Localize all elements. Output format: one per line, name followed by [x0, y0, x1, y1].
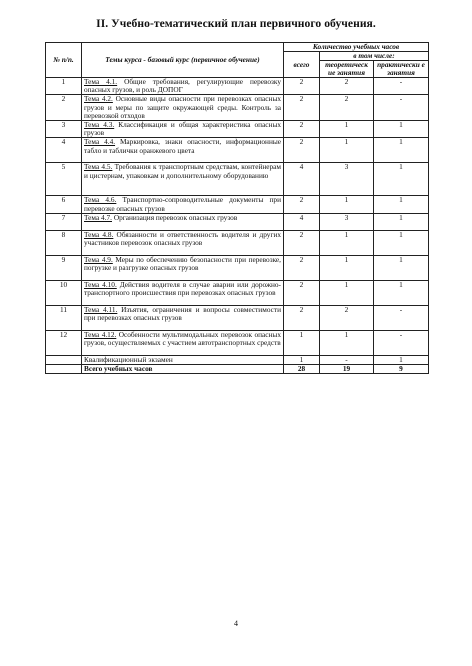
row-practice-hours: 1	[374, 355, 429, 364]
topic-link[interactable]: Тема 4.11.	[84, 304, 118, 314]
topic-text: Обязанности и ответственность водителя и других участников перевозок опасных грузов	[84, 229, 281, 248]
topic-link[interactable]: Тема 4.5.	[84, 162, 113, 172]
row-total-hours: 1	[284, 330, 320, 355]
topic-link[interactable]: Тема 4.3.	[84, 120, 115, 130]
topic-text: Требования к транспортным средствам, контейнерам и цистернам, упаковкам и дополнительному оборудованию	[84, 162, 281, 180]
table-row	[46, 196, 429, 213]
table-row	[46, 78, 429, 95]
row-number	[46, 365, 82, 374]
topic-link[interactable]: Тема 4.4.	[84, 137, 116, 147]
table-row	[46, 305, 429, 330]
row-number: 8	[46, 230, 82, 255]
header-including: в том числе:	[320, 52, 429, 61]
row-number: 5	[46, 163, 82, 196]
row-theory-hours: 19	[320, 365, 374, 374]
row-topic	[82, 78, 284, 95]
row-theory-hours: -	[320, 355, 374, 364]
row-practice-hours: -	[374, 78, 429, 95]
row-topic	[82, 330, 284, 355]
row-total-hours: 2	[284, 230, 320, 255]
row-topic	[82, 196, 284, 213]
topic-text: Маркировка, знаки опасности, информационные табло и таблички оранжевого цвета	[84, 137, 282, 155]
row-total-hours: 1	[284, 355, 320, 364]
page-title: II. Учебно-тематический план первичного обучения.	[96, 17, 376, 30]
topic-link[interactable]: Тема 4.1.	[84, 77, 118, 86]
row-topic	[82, 255, 284, 280]
row-theory-hours: 1	[320, 255, 374, 280]
table-row	[46, 280, 429, 305]
row-number: 7	[46, 213, 82, 230]
header-topic: Темы курса - базовый курс (первичное обучение)	[82, 43, 284, 78]
row-theory-hours: 3	[320, 163, 374, 196]
row-total-hours: 2	[284, 196, 320, 213]
table-row	[46, 255, 429, 280]
row-total-hours: 2	[284, 280, 320, 305]
row-topic	[82, 121, 284, 138]
row-practice-hours: 1	[374, 196, 429, 213]
row-number: 3	[46, 121, 82, 138]
header-practice: практически е занятия	[374, 61, 429, 78]
topic-text: Действия водителя в случае аварии или дорожно-транспортного происшествия при перевозках опасных грузов	[84, 279, 281, 298]
topic-text: Особенности мультимодальных перевозок опасных грузов, осуществляемых с участием автотранспортных средств	[84, 329, 281, 348]
table-row	[46, 330, 429, 355]
row-theory-hours: 1	[320, 280, 374, 305]
row-number: 9	[46, 255, 82, 280]
row-practice-hours: -	[374, 305, 429, 330]
topic-link[interactable]: Тема 4.7.	[84, 212, 112, 222]
page-number: 4	[234, 619, 238, 628]
row-topic	[82, 95, 284, 121]
row-theory-hours: 2	[320, 305, 374, 330]
row-label: Квалификационный экзамен	[82, 355, 284, 364]
row-label: Всего учебных часов	[82, 365, 284, 374]
row-total-hours: 2	[284, 95, 320, 121]
row-practice-hours: 1	[374, 163, 429, 196]
row-number: 2	[46, 95, 82, 121]
table-row	[46, 163, 429, 196]
row-number: 11	[46, 305, 82, 330]
topic-text: Организация перевозок опасных грузов	[112, 212, 238, 222]
table-row	[46, 230, 429, 255]
row-number: 1	[46, 78, 82, 95]
table-row	[46, 213, 429, 230]
row-topic	[82, 163, 284, 196]
topic-text: Основные виды опасности при перевозках опасных грузов и меры по защите окружающей среды. Контроль за перевозкой отходов	[84, 94, 281, 120]
row-theory-hours: 1	[320, 196, 374, 213]
table-row	[46, 138, 429, 163]
topic-text: Изъятия, ограничения и вопросы совместимости при перевозках опасных грузов	[84, 304, 281, 323]
row-practice-hours: 1	[374, 121, 429, 138]
row-total-hours: 28	[284, 365, 320, 374]
topic-link[interactable]: Тема 4.2.	[84, 94, 113, 104]
row-theory-hours: 1	[320, 121, 374, 138]
row-number: 6	[46, 196, 82, 213]
topic-text: Общие требования, регулирующие перевозку опасных грузов, и роль ДОПОГ	[84, 77, 281, 95]
header-theory: теоретическ ие занятия	[320, 61, 374, 78]
row-theory-hours: 2	[320, 95, 374, 121]
row-practice-hours: 1	[374, 280, 429, 305]
row-number	[46, 355, 82, 364]
row-total-hours: 2	[284, 305, 320, 330]
table-row	[46, 121, 429, 138]
row-total-hours: 4	[284, 163, 320, 196]
topic-link[interactable]: Тема 4.12.	[84, 329, 117, 339]
row-number: 10	[46, 280, 82, 305]
row-practice-hours: 1	[374, 255, 429, 280]
row-total-hours: 4	[284, 213, 320, 230]
row-number: 12	[46, 330, 82, 355]
topic-text: Транспортно-сопроводительные документы при перевозке опасных грузов	[84, 195, 281, 213]
topic-text: Меры по обеспечению безопасности при перевозке, погрузке и разгрузке опасных грузов	[84, 254, 281, 273]
topic-text: Классификация и общая характеристика опасных грузов	[84, 120, 281, 138]
row-theory-hours: 2	[320, 78, 374, 95]
header-hours: Количество учебных часов	[284, 43, 429, 52]
row-topic	[82, 280, 284, 305]
header-num: № п/п.	[46, 43, 82, 78]
row-practice-hours: 1	[374, 230, 429, 255]
row-practice-hours: -	[374, 330, 429, 355]
row-topic	[82, 230, 284, 255]
table-row	[46, 95, 429, 121]
study-plan-table	[45, 42, 429, 374]
row-practice-hours: 1	[374, 213, 429, 230]
row-topic	[82, 138, 284, 163]
row-total-hours: 2	[284, 78, 320, 95]
row-number: 4	[46, 138, 82, 163]
row-theory-hours: 1	[320, 230, 374, 255]
row-topic	[82, 305, 284, 330]
row-total-hours: 2	[284, 255, 320, 280]
grand-total-row	[46, 365, 429, 374]
row-topic	[82, 213, 284, 230]
topic-link[interactable]: Тема 4.6.	[84, 195, 117, 205]
row-total-hours: 2	[284, 121, 320, 138]
row-practice-hours: -	[374, 95, 429, 121]
row-theory-hours: 1	[320, 330, 374, 355]
row-theory-hours: 1	[320, 138, 374, 163]
topic-link[interactable]: Тема 4.8.	[84, 229, 114, 239]
row-total-hours: 2	[284, 138, 320, 163]
topic-link[interactable]: Тема 4.10.	[84, 279, 117, 289]
topic-link[interactable]: Тема 4.9.	[84, 254, 113, 264]
row-practice-hours: 9	[374, 365, 429, 374]
header-total: всего	[284, 52, 320, 78]
row-theory-hours: 3	[320, 213, 374, 230]
row-practice-hours: 1	[374, 138, 429, 163]
